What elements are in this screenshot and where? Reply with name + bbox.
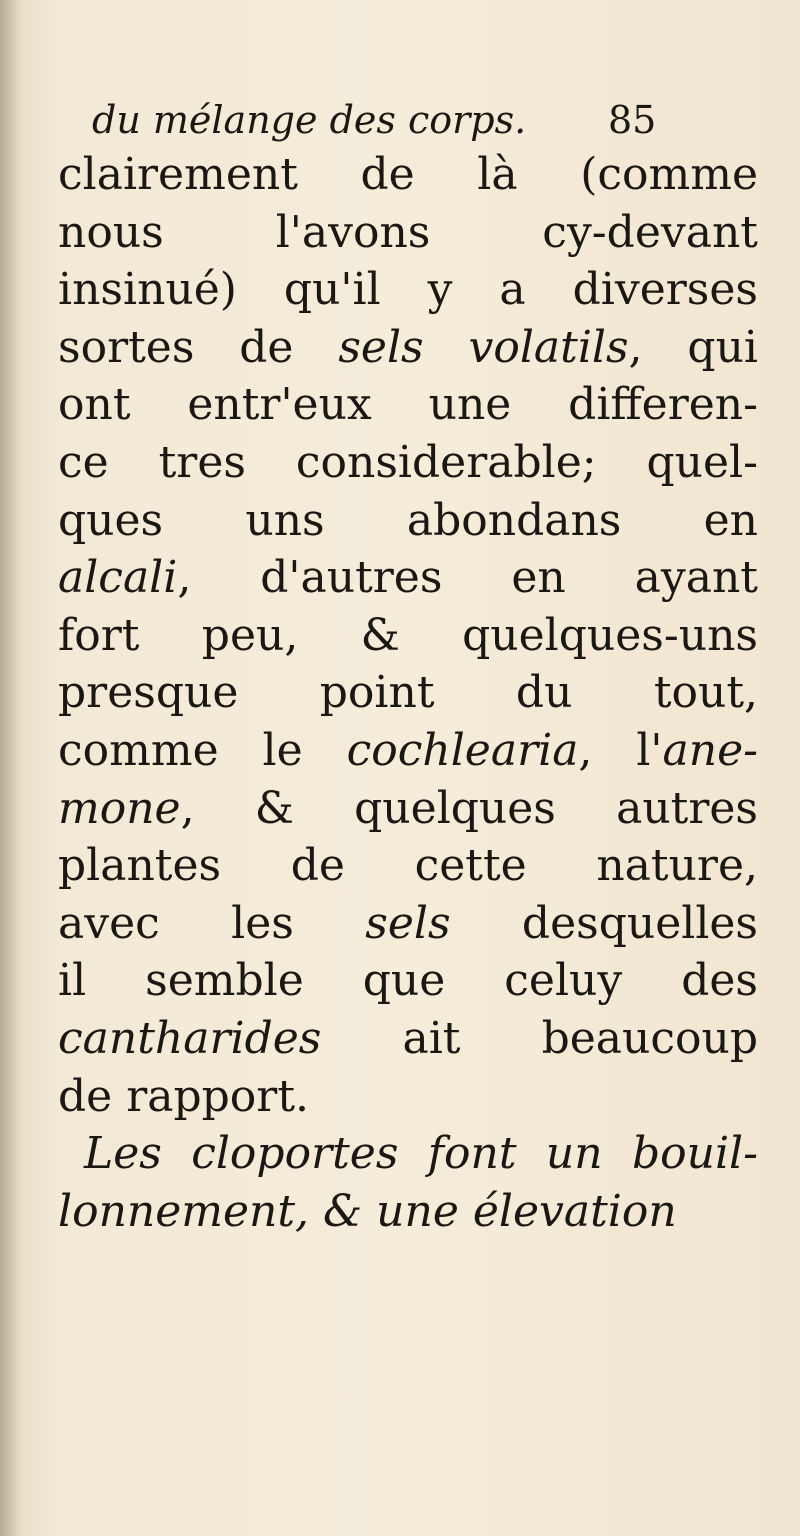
text-segment: sortes de (58, 321, 339, 373)
text-segment: , qui (628, 321, 758, 373)
text-line: clairement de là (comme (58, 149, 758, 200)
text-line (58, 549, 758, 607)
text-line (58, 780, 758, 838)
italic-term: cantharides (58, 1012, 322, 1064)
text-line: insinué) qu'il y a diverses (58, 264, 758, 316)
text-segment: avec les (58, 897, 366, 949)
text-line: ques uns abondans en (58, 494, 758, 546)
text-segment: , & quelques autres (180, 782, 758, 834)
italic-term: cochlearia (346, 724, 579, 776)
italic-term: ane- (662, 724, 759, 776)
text-segment: ait beaucoup (321, 1012, 758, 1064)
text-segment: desquelles (450, 897, 759, 949)
text-line: plantes de cette nature, (58, 840, 758, 892)
body-text (58, 146, 778, 1240)
text-segment: comme le (58, 724, 347, 776)
running-title: du mélange des corps. (92, 98, 527, 142)
text-line: de rapport. (58, 1070, 309, 1122)
text-line: fort peu, & quelques-uns (58, 609, 758, 661)
text-line: lonnement, & une élevation (58, 1185, 677, 1237)
text-line (58, 319, 758, 377)
page-number: 85 (608, 98, 657, 142)
text-line (58, 722, 758, 780)
text-line: nous l'avons cy-devant (58, 206, 758, 258)
text-segment: , l' (578, 724, 663, 776)
text-line: il semble que celuy des (58, 955, 758, 1007)
text-line (58, 895, 758, 953)
italic-term: mone (58, 782, 181, 834)
gutter-shadow (0, 0, 22, 1536)
text-line: ce tres considerable; quel- (58, 436, 758, 488)
italic-term: sels volatils (338, 321, 629, 373)
text-segment: , d'autres en ayant (177, 552, 758, 604)
italic-term: sels (365, 897, 451, 949)
text-line (58, 1010, 758, 1068)
text-line: presque point du tout, (58, 667, 758, 719)
text-line: Les cloportes font un bouil- (84, 1128, 758, 1180)
text-line: ont entr'eux une differen- (58, 379, 758, 431)
italic-term: alcali (58, 552, 178, 604)
